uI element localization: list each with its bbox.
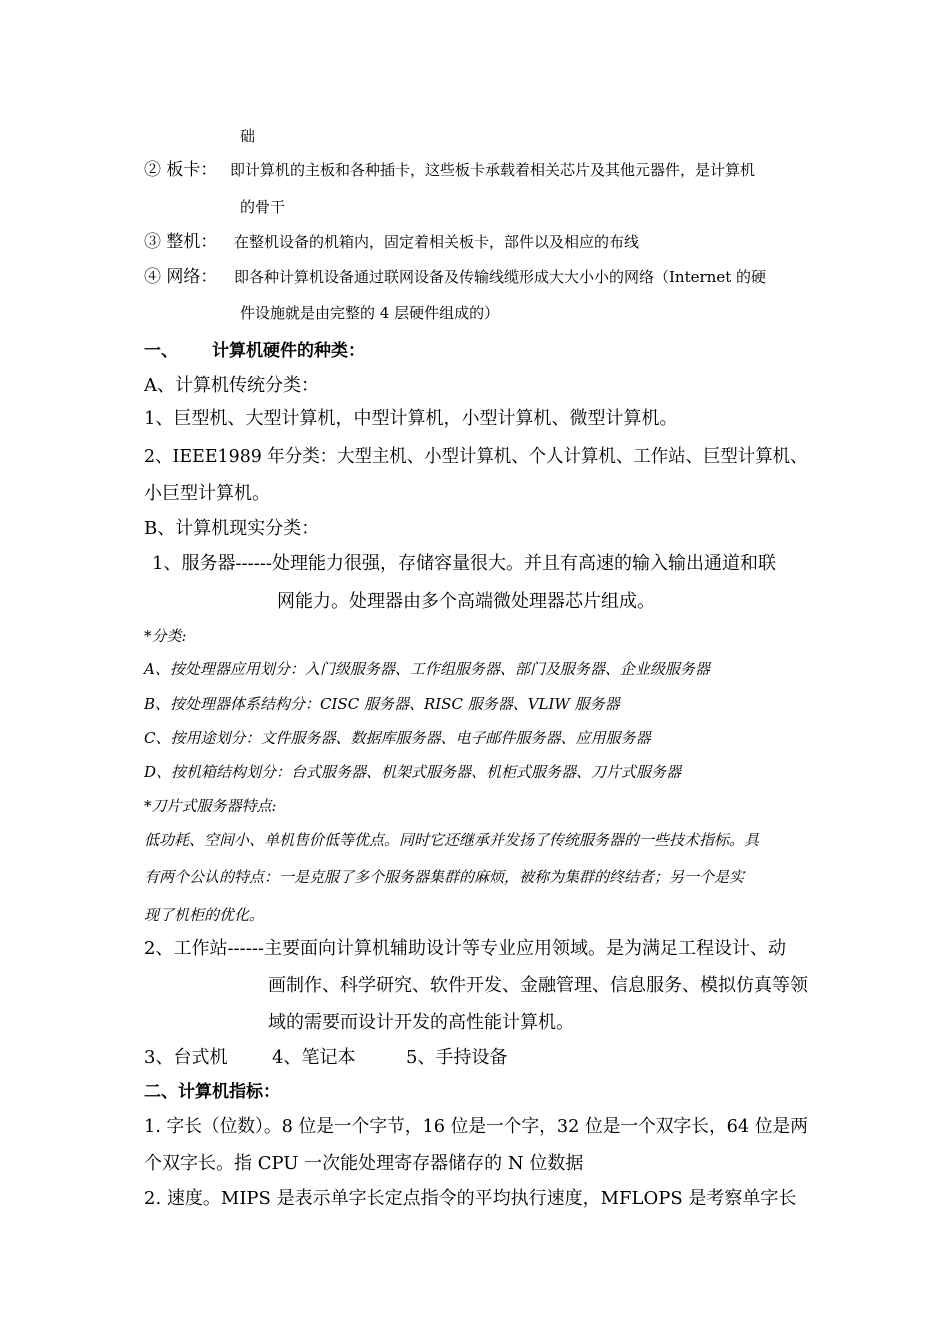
workstation-description: 2、工作站------主要面向计算机辅助设计等专业应用领域。是为满足工程设计、动	[144, 938, 786, 959]
traditional-class-item-2: 2、IEEE1989 年分类：大型主机、小型计算机、个人计算机、工作站、巨型计算机、	[144, 446, 808, 467]
server-description: 1、服务器------处理能力很强，存储容量很大。并且有高速的输入输出通道和联	[152, 553, 776, 574]
other-type-desktop: 3、台式机	[144, 1047, 228, 1068]
blade-server-text-2: 有两个公认的特点：一是克服了多个服务器集群的麻烦，被称为集群的终结者；另一个是实	[144, 868, 745, 886]
traditional-class-item-1: 1、巨型机、大型计算机，中型计算机，小型计算机、微型计算机。	[144, 408, 678, 429]
other-type-laptop: 4、笔记本	[272, 1047, 356, 1068]
server-class-b: B、按处理器体系结构分：CISC 服务器、RISC 服务器、VLIW 服务器	[144, 695, 620, 713]
traditional-class-item-2-continuation: 小巨型计算机。	[144, 483, 270, 504]
traditional-class-heading: A、计算机传统分类：	[144, 375, 319, 396]
level-item-network-label: ④ 网络：	[144, 267, 218, 287]
other-type-handheld: 5、手持设备	[406, 1047, 508, 1068]
realistic-class-heading: B、计算机现实分类：	[144, 518, 320, 539]
blade-server-text-1: 低功耗、空间小、单机售价低等优点。同时它还继承并发扬了传统服务器的一些技术指标。具	[144, 831, 760, 849]
server-description-continuation: 网能力。处理器由多个高端微处理器芯片组成。	[277, 591, 655, 612]
blade-server-text-3: 现了机柜的优化。	[144, 906, 265, 924]
level-item-network-continuation: 件设施就是由完整的 4 层硬件组成的）	[240, 304, 500, 322]
section1-number: 一、	[144, 341, 178, 361]
level-item-board-continuation: 的骨干	[240, 198, 286, 216]
server-class-heading: *分类:	[144, 627, 187, 645]
level1-continuation: 础	[240, 127, 256, 145]
server-class-a: A、按处理器应用划分：入门级服务器、工作组服务器、部门及服务器、企业级服务器	[144, 660, 710, 678]
section1-heading: 计算机硬件的种类：	[212, 341, 365, 361]
blade-server-heading: *刀片式服务器特点:	[144, 797, 277, 815]
section2-heading: 二、计算机指标：	[144, 1082, 280, 1102]
metric-speed: 2. 速度。MIPS 是表示单字长定点指令的平均执行速度，MFLOPS 是考察单字长	[144, 1188, 797, 1209]
server-class-d: D、按机箱结构划分：台式服务器、机架式服务器、机柜式服务器、刀片式服务器	[144, 763, 682, 781]
level-item-board-label: ② 板卡：	[144, 160, 218, 180]
level-item-machine-label: ③ 整机：	[144, 232, 218, 252]
level-item-machine-text: 在整机设备的机箱内，固定着相关板卡，部件以及相应的布线	[234, 233, 640, 251]
metric-word-length-continuation: 个双字长。指 CPU 一次能处理寄存器储存的 N 位数据	[144, 1153, 584, 1174]
workstation-description-continuation-2: 域的需要而设计开发的高性能计算机。	[268, 1012, 574, 1033]
server-class-c: C、按用途划分：文件服务器、数据库服务器、电子邮件服务器、应用服务器	[144, 729, 651, 747]
level-item-board-text: 即计算机的主板和各种插卡，这些板卡承载着相关芯片及其他元器件，是计算机	[230, 161, 756, 179]
workstation-description-continuation-1: 画制作、科学研究、软件开发、金融管理、信息服务、模拟仿真等领	[268, 975, 808, 996]
metric-word-length: 1. 字长（位数）。8 位是一个字节，16 位是一个字，32 位是一个双字长，64 位是两	[144, 1116, 808, 1137]
level-item-network-text: 即各种计算机设备通过联网设备及传输线缆形成大大小小的网络（Internet 的硬	[234, 268, 766, 286]
